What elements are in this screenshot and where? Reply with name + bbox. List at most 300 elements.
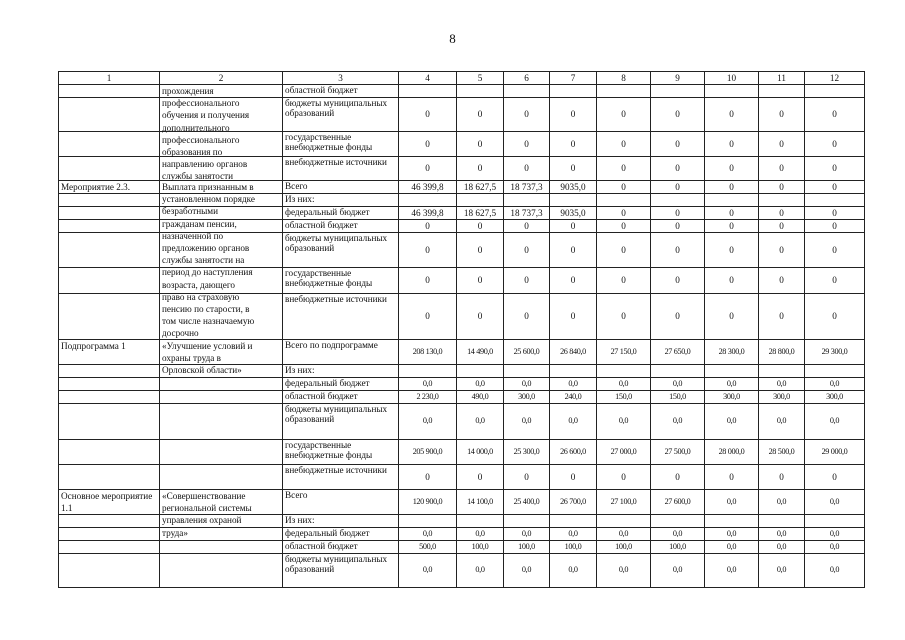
value-cell: 0	[805, 294, 865, 340]
value-cell: 0	[597, 207, 651, 220]
funding-source-cell: Из них:	[283, 365, 399, 378]
value-cell: 9035,0	[550, 207, 597, 220]
value-cell	[805, 515, 865, 528]
value-cell: 0,0	[759, 528, 805, 541]
measure-name-line: образования по	[162, 147, 223, 158]
value-cell	[457, 365, 504, 378]
measure-name-cell	[160, 541, 283, 554]
value-cell	[550, 515, 597, 528]
value-cell: 28 000,0	[705, 440, 759, 465]
value-cell: 0	[705, 233, 759, 268]
value-cell: 0	[651, 294, 705, 340]
value-cell: 14 100,0	[457, 490, 504, 515]
value-cell: 26 600,0	[550, 440, 597, 465]
funding-source-cell: бюджеты муниципальных образований	[283, 98, 399, 132]
measure-code-cell	[59, 541, 160, 554]
value-cell: 0,0	[399, 404, 457, 440]
measure-code-cell	[59, 391, 160, 404]
value-cell: 0	[504, 157, 550, 181]
value-cell	[651, 515, 705, 528]
value-cell: 25 400,0	[504, 490, 550, 515]
measure-name-cell	[160, 85, 283, 182]
value-cell: 9035,0	[550, 181, 597, 194]
table-row	[59, 440, 865, 465]
value-cell	[597, 194, 651, 207]
value-cell: 27 150,0	[597, 340, 651, 365]
value-cell: 0	[705, 207, 759, 220]
measure-code-cell	[59, 194, 160, 207]
measure-code-cell: Подпрограмма 1	[59, 340, 160, 365]
page-number: 8	[449, 31, 456, 46]
funding-source-cell: Из них:	[283, 515, 399, 528]
measure-name-line: право на страховую	[162, 291, 240, 302]
funding-source-cell: областной бюджет	[283, 220, 399, 233]
value-cell	[705, 515, 759, 528]
value-cell: 0	[597, 98, 651, 132]
value-cell: 0	[597, 233, 651, 268]
value-cell: 0	[805, 157, 865, 181]
value-cell: 0,0	[597, 554, 651, 588]
value-cell: 0,0	[705, 528, 759, 541]
measure-name-cell	[160, 440, 283, 465]
measure-name-line: период до наступления	[162, 267, 253, 278]
value-cell	[759, 85, 805, 98]
value-cell: 0,0	[651, 404, 705, 440]
value-cell: 0	[597, 294, 651, 340]
value-cell: 0	[504, 98, 550, 132]
header-cell: 7	[550, 72, 597, 85]
measure-name-line: назначенной по	[162, 230, 224, 241]
value-cell: 0	[705, 465, 759, 490]
header-cell: 12	[805, 72, 865, 85]
measure-code-cell	[59, 440, 160, 465]
table-row	[59, 181, 865, 194]
value-cell: 0	[399, 465, 457, 490]
value-cell	[399, 365, 457, 378]
header-cell: 5	[457, 72, 504, 85]
value-cell: 0,0	[457, 378, 504, 391]
measure-name-line: Орловской области»	[162, 365, 242, 376]
measure-name-line: управления охраной	[162, 515, 242, 526]
value-cell: 100,0	[550, 541, 597, 554]
value-cell: 0	[550, 268, 597, 294]
funding-source-cell: Всего	[283, 490, 399, 515]
value-cell: 0	[457, 157, 504, 181]
measure-name-cell	[160, 391, 283, 404]
value-cell	[805, 365, 865, 378]
value-cell: 0	[550, 157, 597, 181]
value-cell	[457, 194, 504, 207]
header-cell: 9	[651, 72, 705, 85]
value-cell: 0	[550, 220, 597, 233]
value-cell: 0,0	[651, 554, 705, 588]
value-cell	[597, 365, 651, 378]
header-cell: 2	[160, 72, 283, 85]
value-cell: 0,0	[550, 378, 597, 391]
value-cell: 0	[805, 233, 865, 268]
value-cell	[597, 515, 651, 528]
value-cell	[504, 515, 550, 528]
value-cell: 0	[550, 294, 597, 340]
value-cell: 0,0	[759, 554, 805, 588]
value-cell	[805, 85, 865, 98]
header-cell: 8	[597, 72, 651, 85]
value-cell: 0,0	[705, 490, 759, 515]
value-cell: 18 737,3	[504, 181, 550, 194]
funding-source-cell: государственные внебюджетные фонды	[283, 132, 399, 157]
value-cell: 0	[504, 268, 550, 294]
measure-name-lines	[162, 85, 280, 183]
measure-code-cell	[59, 233, 160, 268]
value-cell: 0	[705, 294, 759, 340]
value-cell: 18 627,5	[457, 207, 504, 220]
funding-source-cell: государственные внебюджетные фонды	[283, 440, 399, 465]
value-cell	[759, 365, 805, 378]
funding-source-cell: Всего по подпрограмме	[283, 340, 399, 365]
header-row	[59, 72, 865, 85]
measure-name-line: труда»	[162, 527, 188, 538]
value-cell: 26 700,0	[550, 490, 597, 515]
value-cell: 27 500,0	[651, 440, 705, 465]
funding-source-cell: Из них:	[283, 194, 399, 207]
value-cell: 0	[597, 220, 651, 233]
value-cell: 0	[399, 294, 457, 340]
value-cell: 0	[504, 465, 550, 490]
value-cell: 0	[651, 465, 705, 490]
value-cell	[759, 515, 805, 528]
value-cell	[651, 194, 705, 207]
measure-code-cell	[59, 220, 160, 233]
measure-name-line: безработными	[162, 206, 219, 217]
value-cell: 0	[759, 132, 805, 157]
measure-code-cell	[59, 554, 160, 588]
funding-source-cell: федеральный бюджет	[283, 528, 399, 541]
value-cell: 0,0	[550, 404, 597, 440]
value-cell: 0,0	[705, 541, 759, 554]
funding-source-cell: областной бюджет	[283, 541, 399, 554]
value-cell: 25 600,0	[504, 340, 550, 365]
measure-name-cell	[160, 465, 283, 490]
value-cell: 18 627,5	[457, 181, 504, 194]
funding-source-cell: областной бюджет	[283, 391, 399, 404]
value-cell	[597, 85, 651, 98]
value-cell: 0	[759, 157, 805, 181]
value-cell: 0	[759, 98, 805, 132]
value-cell	[651, 85, 705, 98]
value-cell: 0	[550, 465, 597, 490]
value-cell: 0	[597, 157, 651, 181]
measure-code-cell	[59, 294, 160, 340]
value-cell	[705, 85, 759, 98]
value-cell: 27 000,0	[597, 440, 651, 465]
value-cell: 0	[651, 132, 705, 157]
table-row	[59, 554, 865, 588]
value-cell: 0,0	[705, 554, 759, 588]
value-cell: 0	[399, 132, 457, 157]
value-cell: 0	[805, 132, 865, 157]
header-cell: 6	[504, 72, 550, 85]
table-row	[59, 391, 865, 404]
value-cell: 0	[651, 268, 705, 294]
value-cell: 0	[457, 465, 504, 490]
value-cell: 0	[457, 132, 504, 157]
measure-name-line: обучения и получения	[162, 110, 250, 121]
value-cell: 0,0	[399, 554, 457, 588]
value-cell: 0	[399, 233, 457, 268]
measure-code-cell	[59, 98, 160, 132]
value-cell: 0,0	[457, 554, 504, 588]
value-cell: 0,0	[805, 490, 865, 515]
value-cell: 0	[597, 181, 651, 194]
measure-name-line: гражданам пенсии,	[162, 218, 237, 229]
value-cell: 300,0	[759, 391, 805, 404]
measure-name-line: профессионального	[162, 134, 240, 145]
value-cell	[504, 365, 550, 378]
value-cell: 0	[550, 132, 597, 157]
table-row	[59, 378, 865, 391]
value-cell: 0	[759, 181, 805, 194]
measure-name-lines	[162, 490, 280, 539]
value-cell: 0	[805, 207, 865, 220]
value-cell: 0,0	[399, 378, 457, 391]
value-cell: 300,0	[805, 391, 865, 404]
measure-code-cell: Основное мероприятие 1.1	[59, 490, 160, 515]
value-cell: 28 500,0	[759, 440, 805, 465]
measure-code-cell	[59, 528, 160, 541]
value-cell: 0	[504, 132, 550, 157]
measure-code-cell	[59, 465, 160, 490]
measure-code-cell	[59, 132, 160, 157]
measure-name-line: региональной системы	[162, 503, 252, 514]
value-cell: 0,0	[457, 528, 504, 541]
measure-name-line: установленном порядке	[162, 194, 255, 205]
value-cell: 0	[457, 98, 504, 132]
value-cell: 0,0	[597, 404, 651, 440]
value-cell	[457, 515, 504, 528]
value-cell: 0	[705, 132, 759, 157]
measure-name-cell	[160, 340, 283, 376]
value-cell: 0	[504, 233, 550, 268]
value-cell	[504, 85, 550, 98]
value-cell: 0	[759, 294, 805, 340]
value-cell	[399, 515, 457, 528]
value-cell: 0	[504, 294, 550, 340]
measure-name-line: службы занятости на	[162, 255, 245, 266]
value-cell: 0	[805, 98, 865, 132]
measure-name-line: службы занятости	[162, 171, 234, 182]
value-cell	[805, 194, 865, 207]
value-cell: 240,0	[550, 391, 597, 404]
value-cell: 100,0	[504, 541, 550, 554]
measure-name-line: Выплата признанным в	[162, 182, 254, 192]
header-cell: 3	[283, 72, 399, 85]
value-cell: 0	[759, 465, 805, 490]
value-cell: 0,0	[504, 554, 550, 588]
measure-name-line: направлению органов	[162, 159, 248, 170]
funding-source-cell: государственные внебюджетные фонды	[283, 268, 399, 294]
header-cell: 4	[399, 72, 457, 85]
value-cell: 208 130,0	[399, 340, 457, 365]
value-cell: 28 300,0	[705, 340, 759, 365]
value-cell: 0	[705, 181, 759, 194]
value-cell: 0	[651, 207, 705, 220]
value-cell: 0	[705, 268, 759, 294]
value-cell: 0	[651, 233, 705, 268]
value-cell: 0,0	[805, 541, 865, 554]
value-cell: 0	[759, 220, 805, 233]
value-cell: 0,0	[504, 378, 550, 391]
measure-code-cell	[59, 157, 160, 181]
value-cell: 205 900,0	[399, 440, 457, 465]
measure-name-lines	[162, 340, 280, 377]
value-cell: 0	[759, 233, 805, 268]
value-cell	[504, 194, 550, 207]
value-cell: 0,0	[504, 528, 550, 541]
value-cell: 0,0	[759, 404, 805, 440]
value-cell: 0	[759, 207, 805, 220]
value-cell	[705, 365, 759, 378]
measure-name-line: «Совершенствование	[162, 491, 246, 501]
value-cell: 27 600,0	[651, 490, 705, 515]
value-cell: 0	[705, 98, 759, 132]
table-row	[59, 340, 865, 365]
value-cell: 0	[399, 268, 457, 294]
measure-code-cell	[59, 365, 160, 378]
value-cell: 300,0	[504, 391, 550, 404]
value-cell: 0,0	[759, 490, 805, 515]
value-cell: 0,0	[504, 404, 550, 440]
header-cell: 10	[705, 72, 759, 85]
value-cell: 0	[651, 181, 705, 194]
value-cell: 0	[550, 233, 597, 268]
value-cell: 0	[705, 220, 759, 233]
value-cell: 0,0	[759, 541, 805, 554]
measure-name-line: дополнительного	[162, 122, 230, 133]
header-cell: 11	[759, 72, 805, 85]
measure-name-cell	[160, 554, 283, 588]
measure-code-cell: Мероприятие 2.3.	[59, 181, 160, 194]
value-cell: 0	[457, 220, 504, 233]
value-cell	[399, 194, 457, 207]
measure-name-line: охраны труда в	[162, 353, 222, 364]
table-row	[59, 404, 865, 440]
value-cell: 29 300,0	[805, 340, 865, 365]
measure-name-line: предложению органов	[162, 243, 250, 254]
value-cell: 0,0	[805, 404, 865, 440]
table-row	[59, 490, 865, 515]
value-cell: 46 399,8	[399, 181, 457, 194]
value-cell: 0,0	[550, 554, 597, 588]
funding-source-cell: федеральный бюджет	[283, 378, 399, 391]
value-cell: 0	[705, 157, 759, 181]
value-cell: 0,0	[550, 528, 597, 541]
funding-source-cell: бюджеты муниципальных образований	[283, 233, 399, 268]
measure-code-cell	[59, 404, 160, 440]
value-cell: 0,0	[457, 404, 504, 440]
value-cell: 0	[597, 132, 651, 157]
value-cell: 0	[759, 268, 805, 294]
value-cell: 0	[504, 220, 550, 233]
value-cell: 28 800,0	[759, 340, 805, 365]
measure-name-line: профессионального	[162, 98, 240, 109]
value-cell	[550, 85, 597, 98]
value-cell: 100,0	[597, 541, 651, 554]
value-cell: 100,0	[457, 541, 504, 554]
measure-name-cell	[160, 181, 283, 339]
value-cell	[705, 194, 759, 207]
measure-code-cell	[59, 268, 160, 294]
value-cell: 0	[651, 220, 705, 233]
value-cell: 0	[550, 98, 597, 132]
value-cell: 0	[805, 268, 865, 294]
header-cell: 1	[59, 72, 160, 85]
measure-name-line: возраста, дающего	[162, 279, 235, 290]
value-cell: 25 300,0	[504, 440, 550, 465]
value-cell: 0,0	[759, 378, 805, 391]
measure-name-cell	[160, 404, 283, 440]
measure-code-cell	[59, 85, 160, 98]
funding-source-cell: внебюджетные источники	[283, 294, 399, 340]
value-cell	[550, 194, 597, 207]
measure-name-line: прохождения	[162, 86, 214, 96]
value-cell: 0	[651, 98, 705, 132]
value-cell: 27 100,0	[597, 490, 651, 515]
value-cell: 0,0	[651, 528, 705, 541]
value-cell: 26 840,0	[550, 340, 597, 365]
value-cell: 0,0	[651, 378, 705, 391]
value-cell: 0	[457, 233, 504, 268]
value-cell: 0	[597, 465, 651, 490]
funding-source-cell: бюджеты муниципальных образований	[283, 404, 399, 440]
measure-code-cell	[59, 515, 160, 528]
measure-code-cell	[59, 207, 160, 220]
value-cell: 100,0	[651, 541, 705, 554]
value-cell: 0,0	[597, 378, 651, 391]
measure-name-line: пенсию по старости, в	[162, 304, 250, 315]
measure-name-line: «Улучшение условий и	[162, 341, 253, 351]
value-cell	[399, 85, 457, 98]
value-cell: 300,0	[705, 391, 759, 404]
value-cell	[651, 365, 705, 378]
value-cell: 0,0	[805, 528, 865, 541]
value-cell: 0	[651, 157, 705, 181]
value-cell: 0	[805, 220, 865, 233]
value-cell: 14 490,0	[457, 340, 504, 365]
funding-source-cell: Всего	[283, 181, 399, 194]
value-cell: 27 650,0	[651, 340, 705, 365]
value-cell: 18 737,3	[504, 207, 550, 220]
funding-source-cell: внебюджетные источники	[283, 157, 399, 181]
measure-name-cell	[160, 490, 283, 538]
value-cell: 0,0	[399, 528, 457, 541]
table-row	[59, 465, 865, 490]
value-cell: 14 000,0	[457, 440, 504, 465]
value-cell: 0,0	[705, 404, 759, 440]
value-cell	[759, 194, 805, 207]
value-cell: 0,0	[597, 528, 651, 541]
table-row	[59, 541, 865, 554]
value-cell: 150,0	[597, 391, 651, 404]
value-cell: 150,0	[651, 391, 705, 404]
table-body	[59, 72, 865, 588]
measure-name-lines	[162, 181, 280, 340]
funding-source-cell: бюджеты муниципальных образований	[283, 554, 399, 588]
value-cell: 0,0	[805, 378, 865, 391]
value-cell: 46 399,8	[399, 207, 457, 220]
value-cell: 0	[805, 465, 865, 490]
value-cell	[457, 85, 504, 98]
funding-source-cell: внебюджетные источники	[283, 465, 399, 490]
